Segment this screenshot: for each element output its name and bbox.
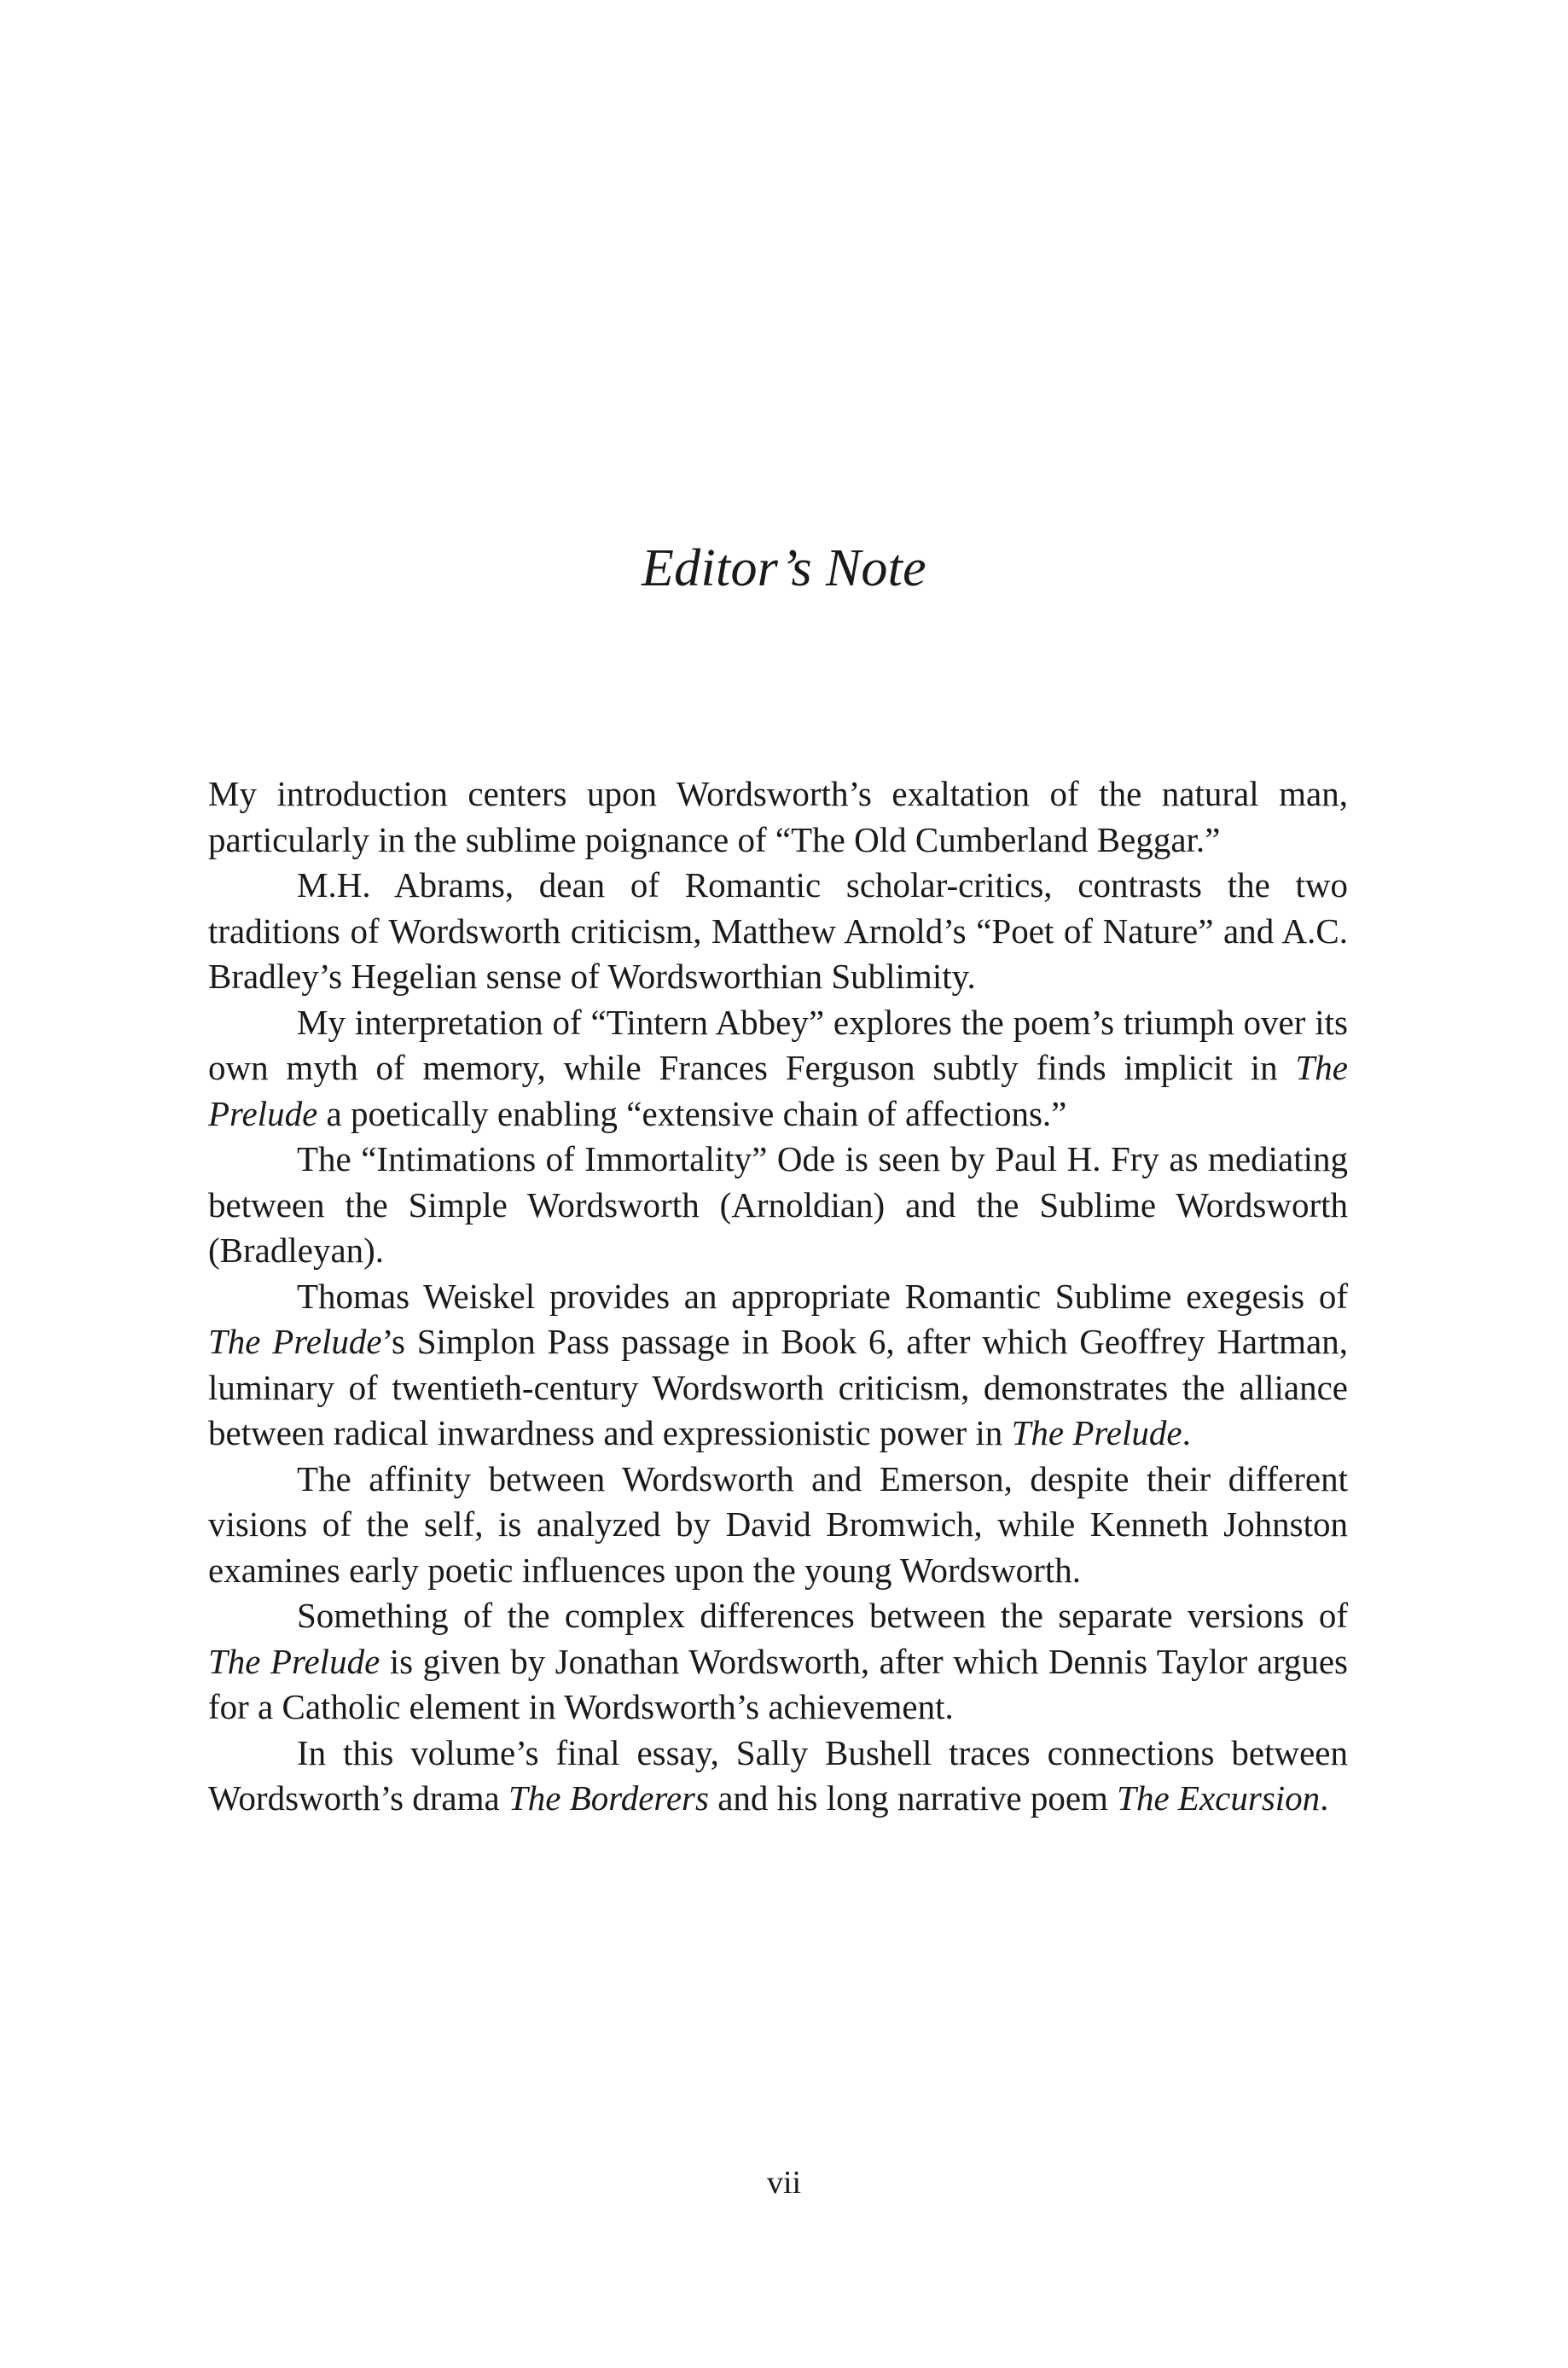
paragraph	[208, 1457, 1348, 1594]
paragraph	[208, 1731, 1348, 1822]
text-run: In this volume’s final essay, Sally Bushell traces connections between Wordsworth’s drama	[208, 1732, 1348, 1818]
text-run: a poetically enabling “extensive chain of affections.”	[317, 1093, 1067, 1133]
text-run: The affinity between Wordsworth and Emerson, despite their different visions of the self, is analyzed by David Bromwich, while Kenneth Johnston examines early poetic influences upon the young Wordsworth.	[208, 1458, 1348, 1590]
paragraph	[208, 1593, 1348, 1731]
text-run: .	[1320, 1778, 1329, 1818]
italic-title: The Prelude	[208, 1048, 1348, 1133]
paragraph	[208, 1137, 1348, 1274]
italic-title: The Prelude	[208, 1322, 382, 1361]
paragraph	[208, 1000, 1348, 1137]
text-run: ’s Simplon Pass passage in Book 6, after which Geoffrey Hartman, luminary of twentieth-century Wordsworth criticism, demonstrates the alliance between radical inwardness and expressionistic power in	[208, 1322, 1349, 1452]
italic-title: The Prelude	[208, 1641, 380, 1681]
text-run: Something of the complex differences between the separate versions of	[297, 1596, 1348, 1635]
paragraph	[208, 863, 1348, 1000]
text-run: is given by Jonathan Wordsworth, after which Dennis Taylor argues for a Catholic element in Wordsworth’s achievement.	[208, 1641, 1348, 1726]
italic-title: The Excursion	[1117, 1778, 1321, 1818]
body-text	[208, 771, 1348, 1822]
text-run: The “Intimations of Immortality” Ode is seen by Paul H. Fry as mediating between the Simple Wordsworth (Arnoldian) and the Sublime Wordsworth (Bradleyan).	[208, 1139, 1348, 1270]
page-number: vii	[766, 2165, 802, 2201]
paragraph	[208, 1274, 1348, 1457]
text-run: Thomas Weiskel provides an appropriate Romantic Sublime exegesis of	[297, 1276, 1348, 1316]
italic-title: The Prelude	[1011, 1413, 1182, 1452]
text-run: My interpretation of “Tintern Abbey” explores the poem’s triumph over its own myth of memory, while Frances Ferguson subtly finds implicit in	[208, 1002, 1348, 1087]
page-title: Editor’s Note	[641, 539, 927, 597]
text-run: M.H. Abrams, dean of Romantic scholar-critics, contrasts the two traditions of Wordsworth criticism, Matthew Arnold’s “Poet of Nature” and A.C. Bradley’s Hegelian sense of Wordsworthian Sublimity.	[208, 865, 1348, 996]
text-run: .	[1182, 1413, 1191, 1452]
paragraph	[208, 771, 1348, 863]
text-run: My introduction centers upon Wordsworth’s exaltation of the natural man, particularly in the sublime poignance of “The Old Cumberland Beggar.”	[208, 774, 1348, 859]
italic-title: The Borderers	[508, 1778, 709, 1818]
text-run: and his long narrative poem	[708, 1778, 1118, 1818]
